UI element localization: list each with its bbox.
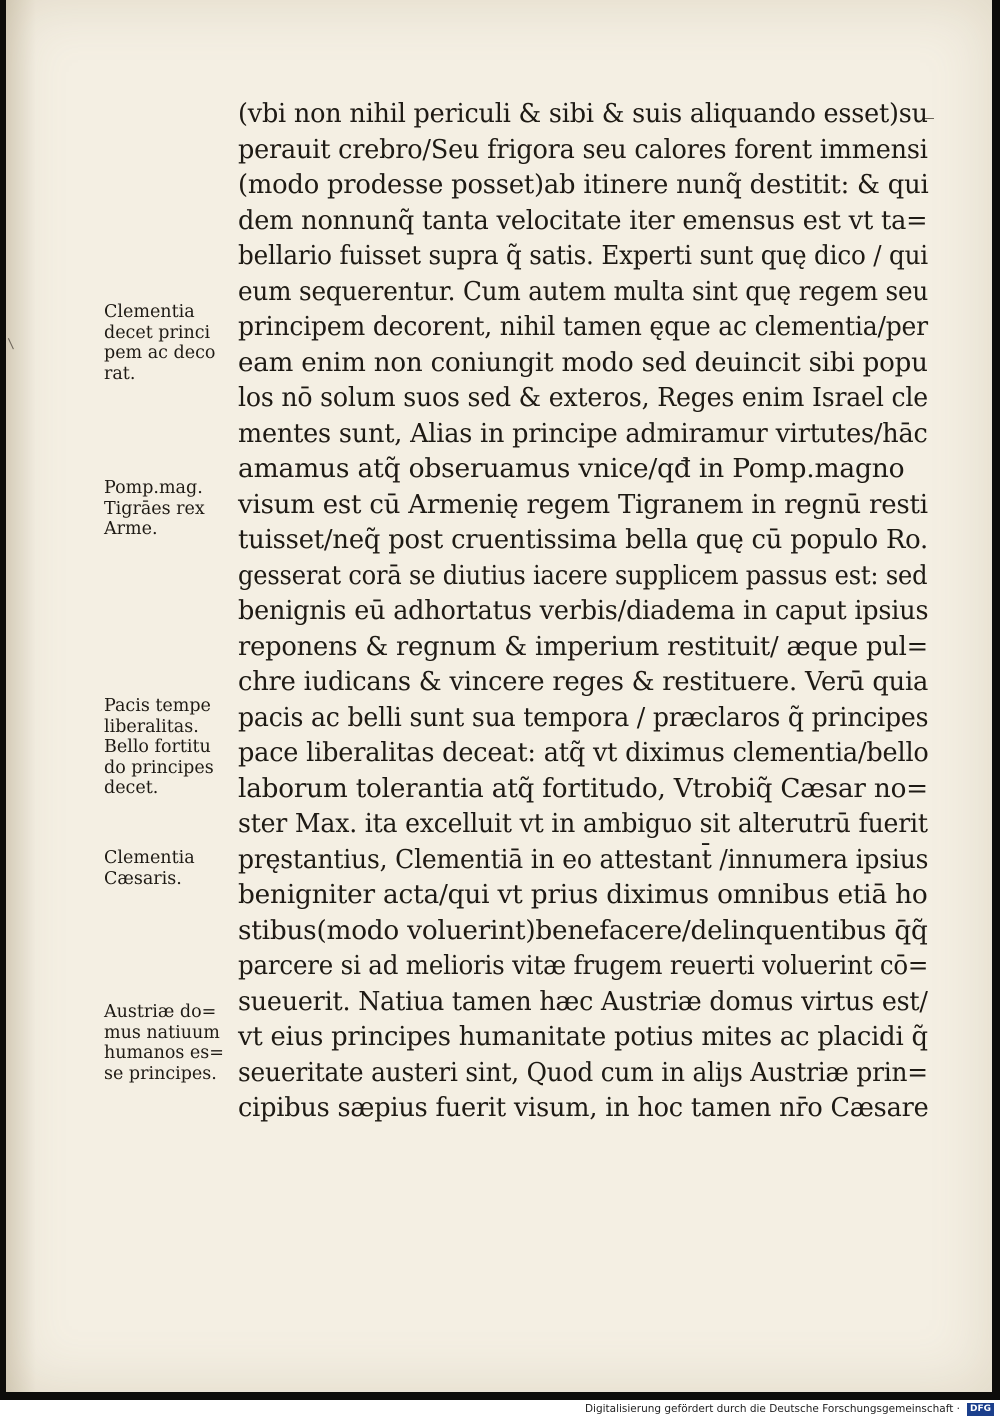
margin-note-line: rat. (104, 363, 136, 384)
book-page (6, 0, 992, 1392)
margin-note-austriae (104, 1002, 234, 1084)
text-line: sueuerit. Natiua tamen hæc Austriæ domus virtus est/ (238, 985, 928, 1017)
text-line: (modo prodesse posset)ab itinere nunq̃ destitit: & qui (238, 169, 929, 200)
text-line: principem decorent, nihil tamen ęque ac clementia/per (238, 311, 928, 342)
margin-note-line: Austriæ do= (104, 1002, 217, 1022)
margin-note-line: decet. (104, 778, 159, 798)
text-line: eam enim non coniungit modo sed deuincit sibi popu (238, 346, 928, 378)
text-line: benignis eū adhortatus verbis/diadema in caput ipsius (238, 595, 929, 626)
margin-note-line: liberalitas. (104, 716, 199, 737)
dfg-logo: DFG (967, 1403, 994, 1416)
margin-note-pompeius (104, 478, 234, 540)
text-line: gesserat corā se diutius iacere supplicem passus est: sed (238, 559, 928, 591)
margin-note-line: Arme. (104, 519, 158, 539)
margin-note-clementia (104, 302, 234, 384)
text-line: vt eius principes humanitate potius mites ac placidi q̃ (238, 1021, 928, 1052)
margin-note-line: Clementia (104, 302, 195, 322)
text-line: seueritate austeri sint, Quod cum in aliȷs Austriæ prin= (238, 1056, 928, 1088)
margin-note-line: Tigrāes rex (104, 498, 205, 519)
dfg-credit-text: Digitalisierung gefördert durch die Deutsche Forschungsgemeinschaft · (584, 1403, 960, 1415)
margin-note-clementia-caesaris (104, 848, 234, 889)
margin-note-line: decet princi (104, 322, 211, 343)
text-line: bellario fuisset supra q̃ satis. Experti sunt quę dico / qui (238, 240, 928, 271)
text-line: pace liberalitas deceat: atq̃ vt diximus clementia/bello (238, 737, 929, 768)
margin-note-line: Pacis tempe (104, 696, 211, 716)
margin-note-line: mus natiuum (104, 1022, 220, 1043)
text-line: reponens & regnum & imperium restituit/ æque pul= (238, 630, 929, 662)
text-line: mentes sunt, Alias in principe admiramur virtutes/hāc (238, 417, 928, 449)
margin-note-line: humanos es= (104, 1043, 224, 1063)
text-line: pręstantius, Clementiā in eo attestant̄ /innumera ipsius (238, 843, 929, 875)
margin-note-line: do principes (104, 757, 214, 778)
text-line: tuisset/neq̃ post cruentissima bella quę cū populo Ro. (238, 524, 929, 555)
margin-note-line: Clementia (104, 848, 195, 868)
margin-note-line: se principes. (104, 1063, 217, 1084)
text-line: laborum tolerantia atq̃ fortitudo, Vtrobiq̃ Cæsar no= (238, 772, 928, 804)
text-line: benigniter acta/qui vt prius diximus omnibus etiā ho (238, 879, 928, 910)
text-line: (vbi non nihil periculi & sibi & suis aliquando esset)su (238, 98, 928, 129)
text-line: dem nonnunq̃ tanta velocitate iter emensus est vt ta= (238, 204, 928, 236)
margin-note-pacis (104, 696, 234, 799)
text-line: stibus(modo voluerint)benefacere/delinquentibus q̄q̃ (238, 914, 928, 946)
text-line: chre iudicans & vincere reges & restituere. Verū quia (238, 666, 929, 697)
text-line: perauit crebro/Seu frigora seu calores forent immensi (238, 133, 928, 165)
margin-note-line: Bello fortitu (104, 737, 211, 757)
text-line: parcere si ad melioris vitæ frugem reuerti voluerint cō= (238, 950, 929, 981)
text-line: visum est cū Armenię regem Tigranem in regnū resti (238, 488, 928, 520)
text-line: los nō solum suos sed & exteros, Reges enim Israel cle (238, 382, 928, 413)
text-line: eum sequerentur. Cum autem multa sint quę regem seu (238, 275, 929, 307)
margin-note-line: Cæsaris. (104, 868, 182, 889)
text-line: amamus atq̃ obseruamus vnice/qđ in Pomp.magno (238, 453, 905, 484)
margin-note-line: Pomp.mag. (104, 478, 203, 498)
text-line: cipibus sæpius fuerit visum, in hoc tamen nr̄o Cæsare (238, 1092, 929, 1123)
page-gutter-shadow (6, 0, 36, 1392)
footer-bar (0, 1400, 1000, 1420)
margin-note-line: pem ac deco (104, 343, 216, 363)
text-line: ster Max. ita excelluit vt in ambiguo sit alterutrū fuerit (238, 808, 928, 839)
text-line: pacis ac belli sunt sua tempora / præclaros q̃ principes (238, 701, 929, 733)
main-text-block (238, 96, 938, 1126)
